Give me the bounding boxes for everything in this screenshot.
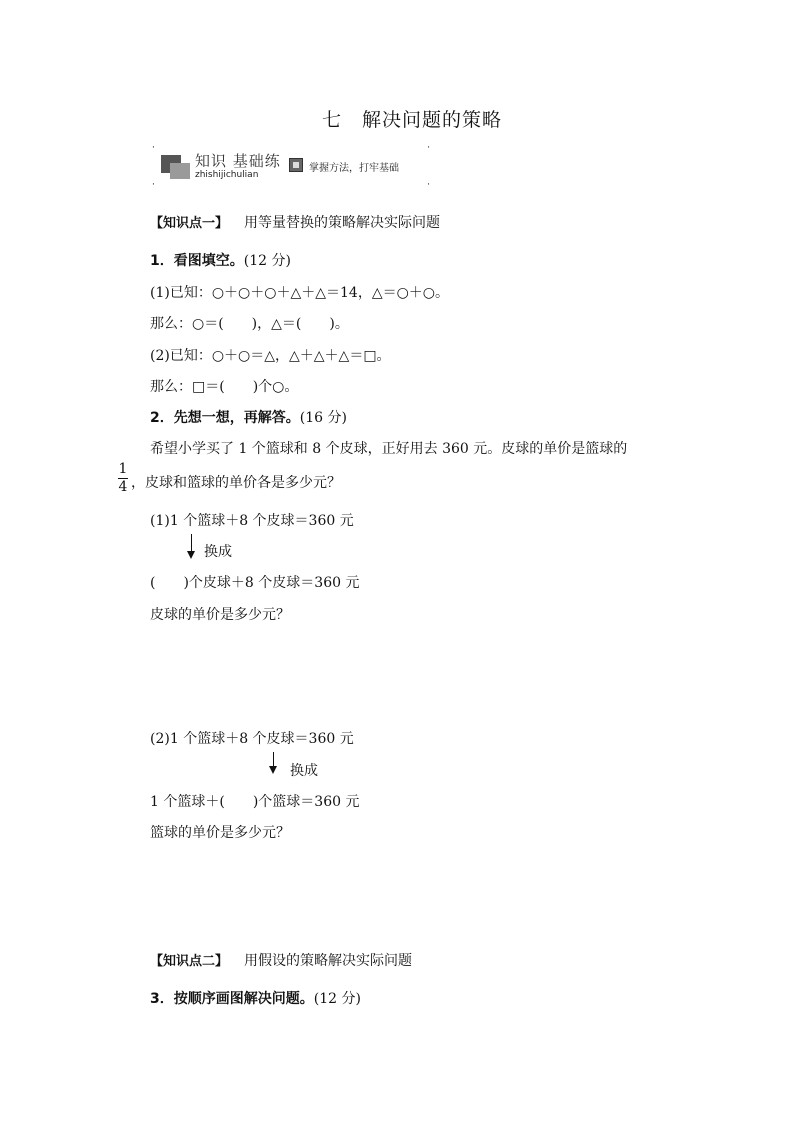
section-two-heading — [150, 950, 412, 970]
step-1-arrow-shaft — [191, 534, 192, 552]
question-1-heading — [150, 250, 291, 270]
question-2-heading — [150, 407, 347, 427]
question-3-heading — [150, 988, 361, 1008]
banner-pinyin: zhishijichulian — [195, 170, 259, 180]
step-1-substituted-equation: ( )个皮球＋8 个皮球＝360 元 — [150, 575, 360, 591]
question-1-part-1-answer: 那么：○＝( )，△＝( )。 — [150, 316, 349, 332]
section-banner — [152, 143, 430, 190]
banner-square-icon — [289, 158, 303, 172]
step-2-down-arrow-icon — [269, 766, 277, 774]
banner-corner-mark: · — [152, 143, 155, 153]
banner-subtitle: 掌握方法，打牢基础 — [309, 163, 399, 174]
page-title: 七 解决问题的策略 — [322, 109, 503, 131]
question-1-title: 1．看图填空。 — [150, 253, 244, 269]
question-2-title: 2．先想一想，再解答。 — [150, 410, 300, 426]
banner-corner-mark: · — [427, 180, 430, 190]
step-1-down-arrow-icon — [187, 551, 195, 559]
fraction-one-quarter — [118, 462, 128, 495]
step-1-equation: (1)1 个篮球＋8 个皮球＝360 元 — [150, 513, 354, 529]
question-1-part-1: (1)已知：○＋○＋○＋△＋△＝14，△＝○＋○。 — [150, 285, 450, 301]
question-1-part-2-answer: 那么：□＝( )个○。 — [150, 379, 299, 395]
fraction-numerator: 1 — [118, 461, 128, 477]
question-3-title: 3．按顺序画图解决问题。 — [150, 991, 314, 1007]
section-two-title: 用假设的策略解决实际问题 — [244, 953, 413, 969]
question-1-score: (12 分) — [243, 253, 291, 269]
step-1-question: 皮球的单价是多少元？ — [150, 607, 290, 623]
banner-corner-mark: · — [152, 180, 155, 190]
step-2-substituted-equation: 1 个篮球＋( )个篮球＝360 元 — [150, 794, 360, 810]
banner-logo-light-square — [170, 163, 190, 179]
question-2-score: (16 分) — [299, 410, 347, 426]
step-2-equation: (2)1 个篮球＋8 个皮球＝360 元 — [150, 731, 354, 747]
step-2-arrow-label: 换成 — [290, 763, 318, 779]
section-one-tag: 【知识点一】 — [150, 216, 229, 231]
step-1-arrow-label: 换成 — [204, 544, 232, 560]
banner-main-text: 知识 基础练 — [195, 152, 281, 170]
question-2-text-line-2: ，皮球和篮球的单价各是多少元？ — [131, 475, 341, 491]
section-two-tag: 【知识点二】 — [150, 954, 229, 969]
question-3-score: (12 分) — [313, 991, 361, 1007]
banner-corner-mark: · — [427, 143, 430, 153]
question-1-part-2: (2)已知：○＋○＝△，△＋△＋△＝□。 — [150, 348, 391, 364]
section-one-title: 用等量替换的策略解决实际问题 — [244, 215, 441, 231]
fraction-denominator: 4 — [118, 479, 128, 495]
step-2-question: 篮球的单价是多少元？ — [150, 825, 290, 841]
section-one-heading — [150, 212, 440, 232]
question-2-text-line-1: 希望小学买了 1 个篮球和 8 个皮球，正好用去 360 元。皮球的单价是篮球的 — [150, 441, 628, 457]
